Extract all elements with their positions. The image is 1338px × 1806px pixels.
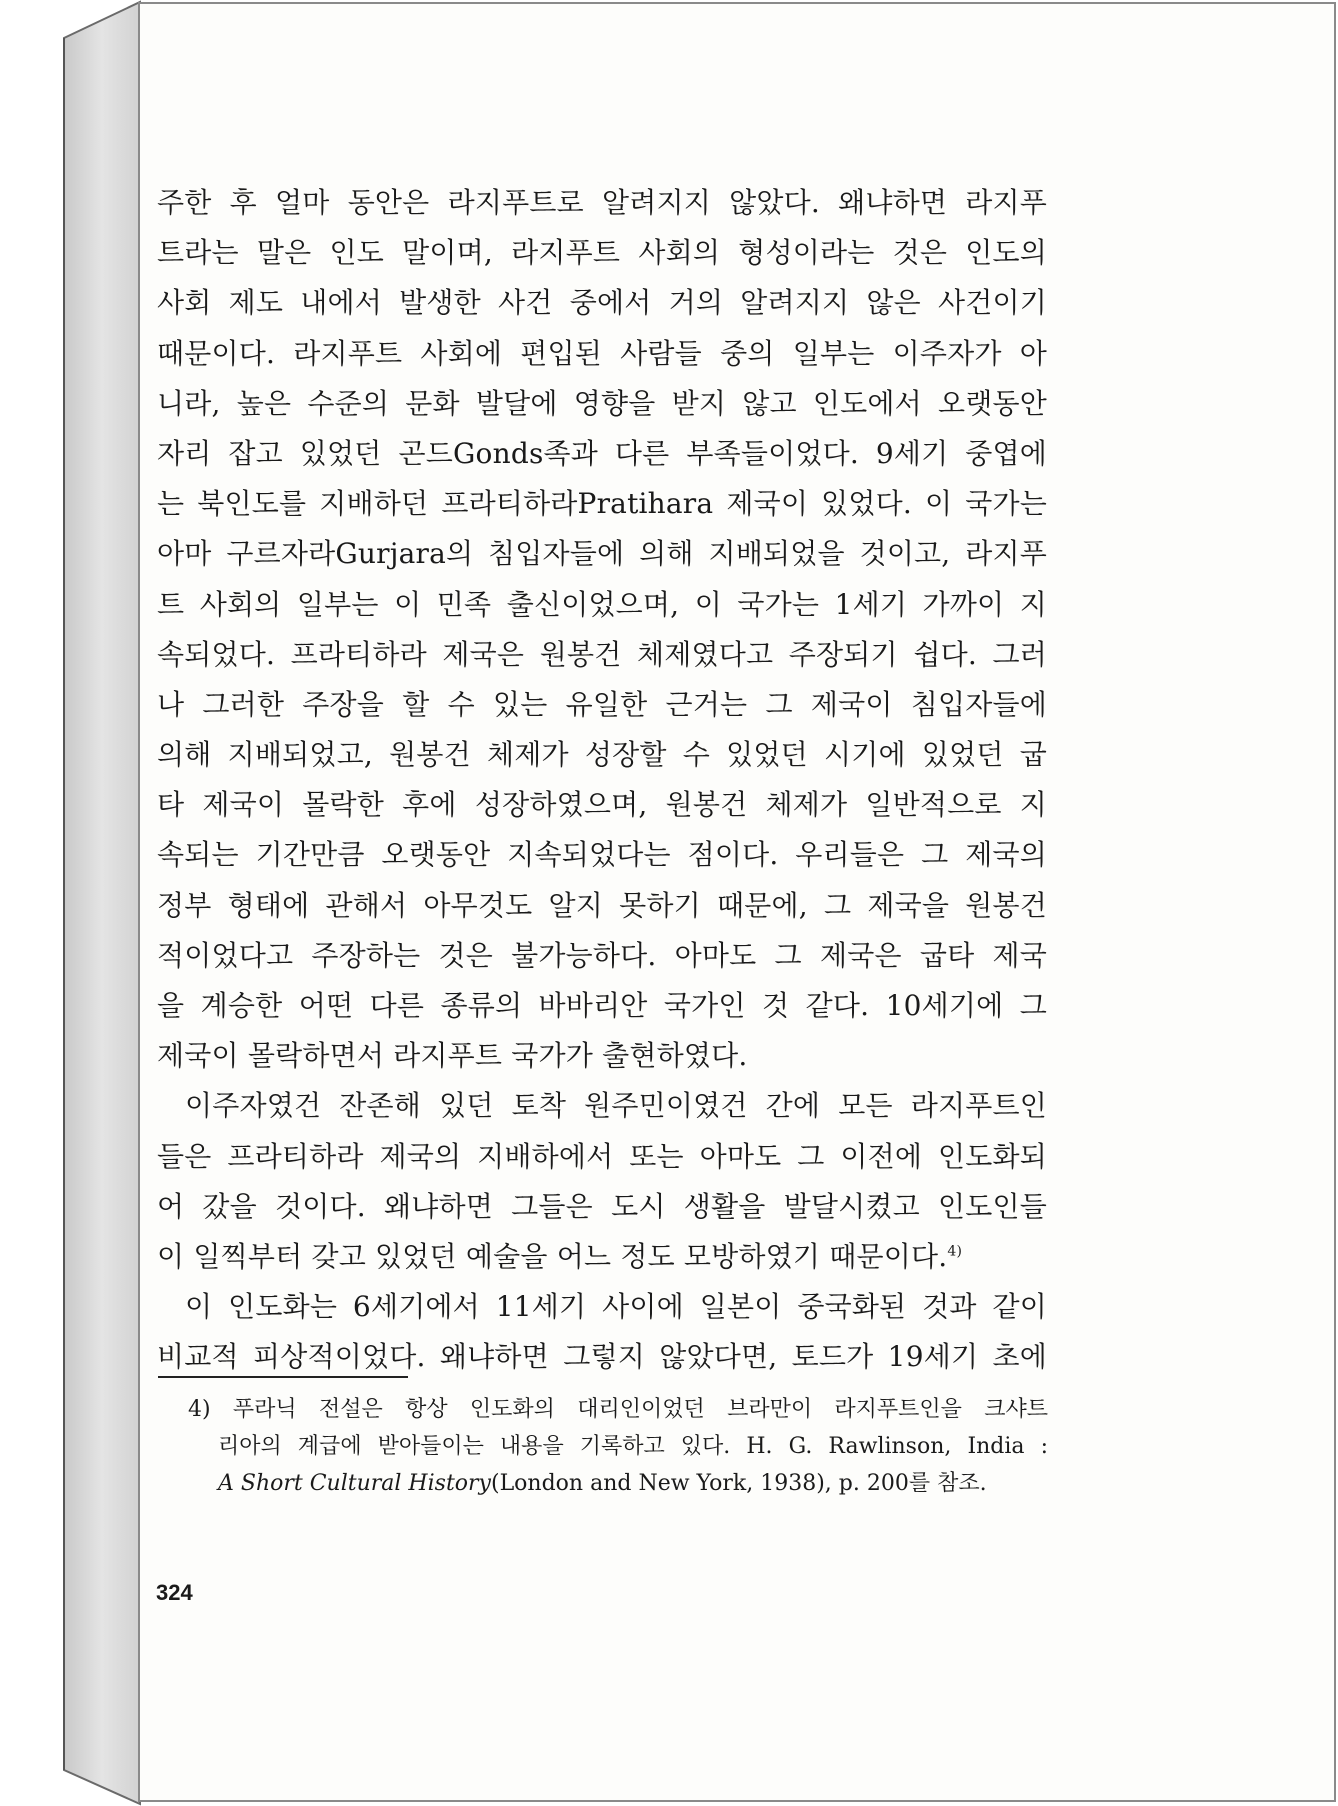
body-line: 이 인도화는 6세기에서 11세기 사이에 일본이 중국화된 것과 같이 — [185, 1290, 1047, 1324]
body-line: 트라는 말은 인도 말이며, 라지푸트 사회의 형성이라는 것은 인도의 — [157, 236, 1047, 270]
body-line: 나 그러한 주장을 할 수 있는 유일한 근거는 그 제국이 침입자들에 — [157, 687, 1047, 721]
body-line-with-footnote-ref — [157, 1232, 1047, 1282]
body-line: 사회 제도 내에서 발생한 사건 중에서 거의 알려지지 않은 사건이기 — [157, 286, 1047, 320]
body-line: 정부 형태에 관해서 아무것도 알지 못하기 때문에, 그 제국을 원봉건 — [157, 888, 1047, 922]
footnote-line: 리아의 계급에 받아들이는 내용을 기록하고 있다. H. G. Rawlinson, India : — [218, 1434, 1048, 1459]
body-line: 어 갔을 것이다. 왜냐하면 그들은 도시 생활을 발달시켰고 인도인들 — [157, 1189, 1047, 1223]
body-text — [157, 178, 1047, 1383]
body-line: 속되는 기간만큼 오랫동안 지속되었다는 점이다. 우리들은 그 제국의 — [157, 838, 1047, 872]
footnote-book-title: A Short Cultural History — [218, 1471, 491, 1496]
footnote-divider — [158, 1376, 408, 1378]
footnote-reference: 4) — [947, 1243, 963, 1260]
body-line-text: 이 일찍부터 갖고 있었던 예술을 어느 정도 모방하였기 때문이다. — [157, 1239, 948, 1273]
body-line: 의해 지배되었고, 원봉건 체제가 성장할 수 있었던 시기에 있었던 굽 — [157, 738, 1047, 772]
body-line: 타 제국이 몰락한 후에 성장하였으며, 원봉건 체제가 일반적으로 지 — [157, 788, 1047, 822]
body-line: 제국이 몰락하면서 라지푸트 국가가 출현하였다. — [157, 1039, 748, 1073]
body-line: 는 북인도를 지배하던 프라티하라Pratihara 제국이 있었다. 이 국가는 — [157, 487, 1047, 521]
footnote-line — [188, 1465, 1048, 1502]
page-number: 324 — [156, 1580, 193, 1605]
body-line: 이주자였건 잔존해 있던 토착 원주민이였건 간에 모든 라지푸트인 — [185, 1089, 1047, 1123]
body-line: 때문이다. 라지푸트 사회에 편입된 사람들 중의 일부는 이주자가 아 — [157, 336, 1047, 370]
body-line: 속되었다. 프라티하라 제국은 원봉건 체제였다고 주장되기 쉽다. 그러 — [157, 637, 1047, 671]
body-line: 트 사회의 일부는 이 민족 출신이었으며, 이 국가는 1세기 가까이 지 — [157, 587, 1047, 621]
footnote-citation: (London and New York, 1938), p. 200를 참조. — [490, 1471, 987, 1496]
body-line: 니라, 높은 수준의 문화 발달에 영향을 받지 않고 인도에서 오랫동안 — [157, 386, 1047, 420]
body-line: 아마 구르자라Gurjara의 침입자들에 의해 지배되었을 것이고, 라지푸 — [157, 537, 1047, 571]
footnote-line: 4) 푸라닉 전설은 항상 인도화의 대리인이었던 브라만이 라지푸트인을 크샤트 — [188, 1397, 1048, 1422]
body-line: 적이었다고 주장하는 것은 불가능하다. 아마도 그 제국은 굽타 제국 — [157, 938, 1047, 972]
body-line: 자리 잡고 있었던 곤드Gonds족과 다른 부족들이었다. 9세기 중엽에 — [157, 436, 1047, 470]
body-line: 들은 프라티하라 제국의 지배하에서 또는 아마도 그 이전에 인도화되 — [157, 1139, 1047, 1173]
body-line: 주한 후 얼마 동안은 라지푸트로 알려지지 않았다. 왜냐하면 라지푸 — [157, 186, 1047, 219]
body-line: 을 계승한 어떤 다른 종류의 바바리안 국가인 것 같다. 10세기에 그 — [157, 989, 1047, 1022]
footnote — [188, 1391, 1048, 1502]
body-line: 비교적 피상적이었다. 왜냐하면 그렇지 않았다면, 토드가 19세기 초에 — [157, 1340, 1047, 1374]
